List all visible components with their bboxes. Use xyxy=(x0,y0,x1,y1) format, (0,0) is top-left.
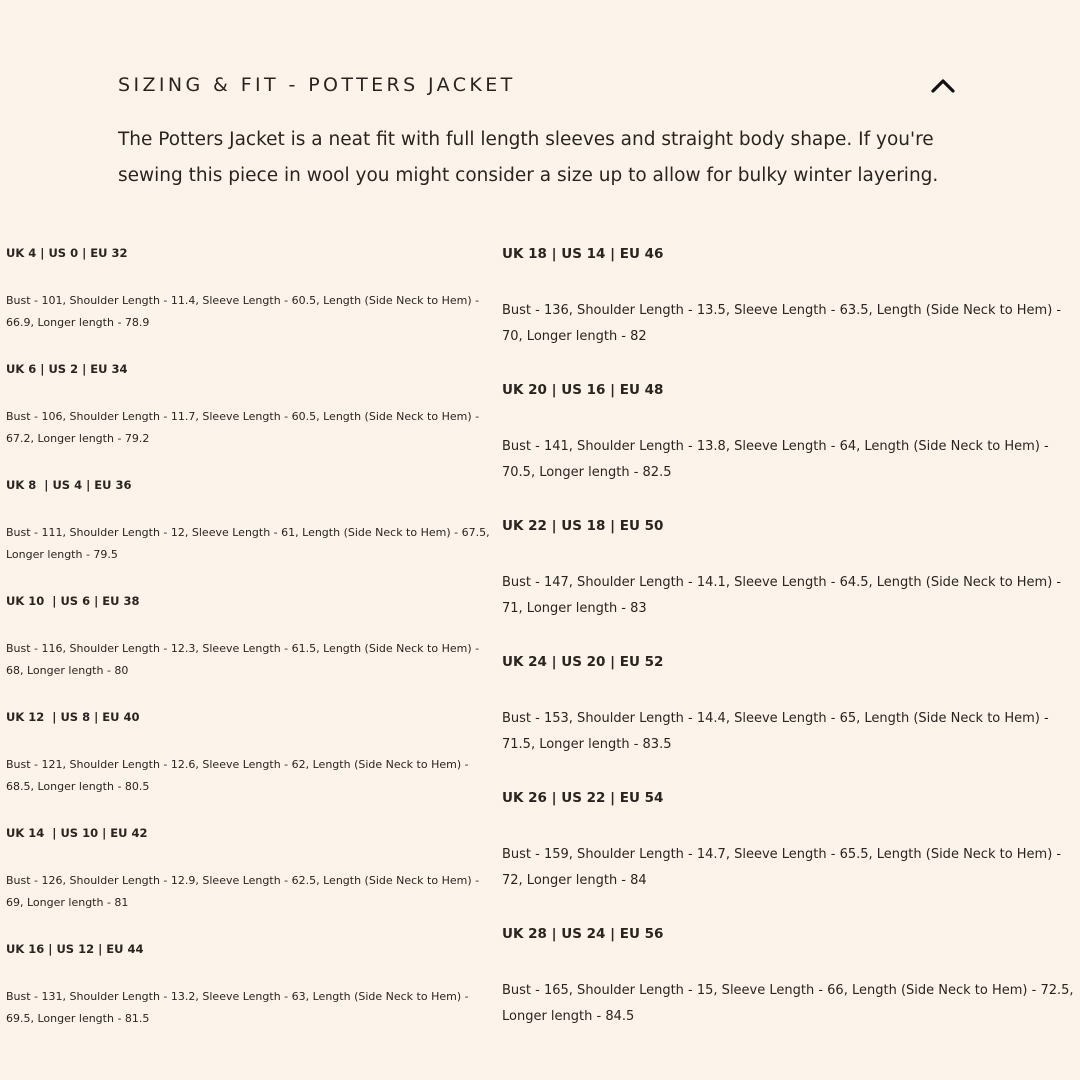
size-heading: UK 8 | US 4 | EU 36 xyxy=(6,478,132,492)
size-measurements: Bust - 141, Shoulder Length - 13.8, Sleeve Length - 64, Length (Side Neck to Hem) - 70.5, Longer length - 82.5 xyxy=(502,439,1049,480)
size-heading: UK 18 | US 14 | EU 46 xyxy=(502,246,664,262)
size-heading: UK 4 | US 0 | EU 32 xyxy=(6,246,128,260)
section-title: SIZING & FIT - POTTERS JACKET xyxy=(118,74,516,96)
size-heading: UK 28 | US 24 | EU 56 xyxy=(502,926,664,942)
size-measurements: Bust - 106, Shoulder Length - 11.7, Sleeve Length - 60.5, Length (Side Neck to Hem) - 67.2, Longer length - 79.2 xyxy=(6,410,480,445)
size-heading: UK 26 | US 22 | EU 54 xyxy=(502,790,664,806)
size-heading: UK 6 | US 2 | EU 34 xyxy=(6,362,128,376)
size-measurements: Bust - 165, Shoulder Length - 15, Sleeve Length - 66, Length (Side Neck to Hem) - 72.5, Longer length - 84.5 xyxy=(502,983,1074,1024)
size-heading: UK 12 | US 8 | EU 40 xyxy=(6,710,140,724)
intro-text: The Potters Jacket is a neat fit with full length sleeves and straight body shape. If you're sewing this piece in wool you might consider a size up to allow for bulky winter layering. xyxy=(118,129,939,186)
size-heading: UK 20 | US 16 | EU 48 xyxy=(502,382,664,398)
size-measurements: Bust - 136, Shoulder Length - 13.5, Sleeve Length - 63.5, Length (Side Neck to Hem) - 70, Longer length - 82 xyxy=(502,303,1062,344)
size-measurements: Bust - 111, Shoulder Length - 12, Sleeve Length - 61, Length (Side Neck to Hem) - 67.5, Longer length - 79.5 xyxy=(6,526,490,561)
size-heading: UK 16 | US 12 | EU 44 xyxy=(6,942,144,956)
chevron-up-icon[interactable] xyxy=(930,76,956,96)
size-measurements: Bust - 153, Shoulder Length - 14.4, Sleeve Length - 65, Length (Side Neck to Hem) - 71.5, Longer length - 83.5 xyxy=(502,711,1049,752)
size-measurements: Bust - 126, Shoulder Length - 12.9, Sleeve Length - 62.5, Length (Side Neck to Hem) - 69, Longer length - 81 xyxy=(6,874,480,909)
size-heading: UK 22 | US 18 | EU 50 xyxy=(502,518,664,534)
size-measurements: Bust - 116, Shoulder Length - 12.3, Sleeve Length - 61.5, Length (Side Neck to Hem) - 68, Longer length - 80 xyxy=(6,642,480,677)
accordion-header[interactable] xyxy=(118,72,960,102)
size-measurements: Bust - 101, Shoulder Length - 11.4, Sleeve Length - 60.5, Length (Side Neck to Hem) - 66.9, Longer length - 78.9 xyxy=(6,294,480,329)
size-measurements: Bust - 159, Shoulder Length - 14.7, Sleeve Length - 65.5, Length (Side Neck to Hem) - 72, Longer length - 84 xyxy=(502,847,1062,888)
size-measurements: Bust - 131, Shoulder Length - 13.2, Sleeve Length - 63, Length (Side Neck to Hem) - 69.5, Longer length - 81.5 xyxy=(6,990,469,1025)
size-measurements: Bust - 121, Shoulder Length - 12.6, Sleeve Length - 62, Length (Side Neck to Hem) - 68.5, Longer length - 80.5 xyxy=(6,758,469,793)
size-measurements: Bust - 147, Shoulder Length - 14.1, Sleeve Length - 64.5, Length (Side Neck to Hem) - 71, Longer length - 83 xyxy=(502,575,1062,616)
size-heading: UK 14 | US 10 | EU 42 xyxy=(6,826,148,840)
size-heading: UK 24 | US 20 | EU 52 xyxy=(502,654,664,670)
size-heading: UK 10 | US 6 | EU 38 xyxy=(6,594,140,608)
